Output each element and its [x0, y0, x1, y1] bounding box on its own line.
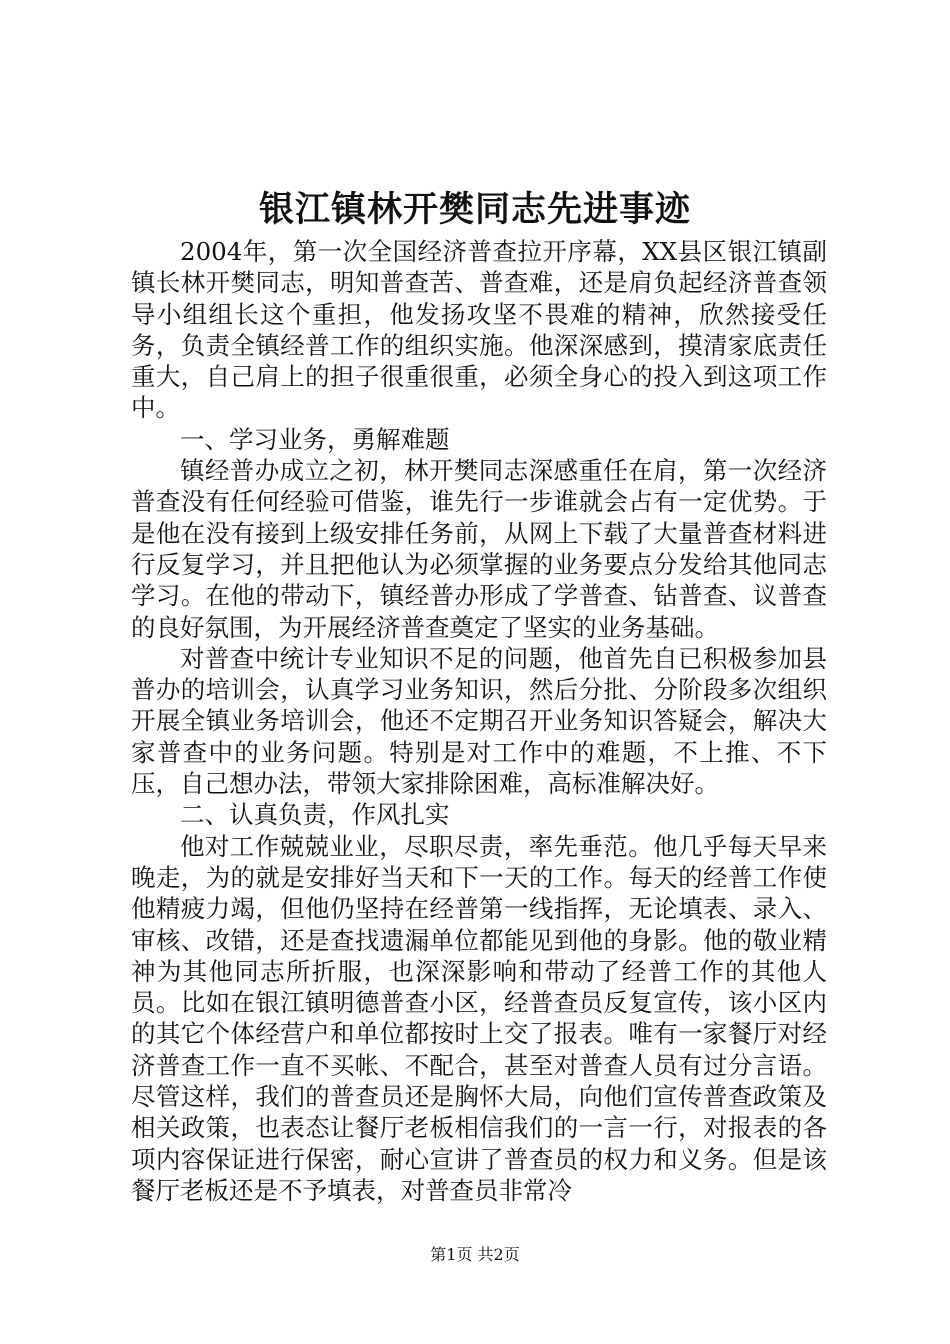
section-heading-1: 一、学习业务，勇解难题	[180, 424, 450, 454]
section-heading-2: 二、认真负责，作风扎实	[180, 800, 450, 830]
body-paragraph: 他对工作兢兢业业，尽职尽责，率先垂范。他几乎每天早来晚走，为的就是安排好当天和下一天的工作。每天的经普工作使他精疲力竭，但他仍坚持在经普第一线指挥，无论填表、录入、审核、改错，还是查找遗漏单位都能见到他的身影。他的敬业精神为其他同志所折服，也深深影响和带动了经普工作的其他人员。比如在银江镇明德普查小区，经普查员反复宣传，该小区内的其它个体经营户和单位都按时上交了报表。唯有一家餐厅对经济普查工作一直不买帐、不配合，甚至对普查人员有过分言语。尽管这样，我们的普查员还是胸怀大局，向他们宣传普查政策及相关政策，也表态让餐厅老板相信我们的一言一行，对报表的各项内容保证进行保密，耐心宣讲了普查员的权力和义务。但是该餐厅老板还是不予填表，对普查员非常冷	[131, 831, 827, 1205]
body-paragraph: 对普查中统计专业知识不足的问题，他首先自已积极参加县普办的培训会，认真学习业务知识，然后分批、分阶段多次组织开展全镇业务培训会，他还不定期召开业务知识答疑会，解决大家普查中的业务问题。特别是对工作中的难题，不上推、不下压，自己想办法，带领大家排除困难，高标准解决好。	[131, 643, 827, 799]
document-body	[131, 236, 827, 1206]
intro-paragraph: 2004年，第一次全国经济普查拉开序幕，XX县区银江镇副镇长林开樊同志，明知普查苦、普查难，还是肩负起经济普查领导小组组长这个重担，他发扬攻坚不畏难的精神，欣然接受任务，负责全镇经普工作的组织实施。他深深感到，摸清家底责任重大，自己肩上的担子很重很重，必须全身心的投入到这项工作中。	[131, 237, 827, 423]
page-footer: 第1页 共2页	[430, 1245, 520, 1264]
body-paragraph: 镇经普办成立之初，林开樊同志深感重任在肩，第一次经济普查没有任何经验可借鉴，谁先行一步谁就会占有一定优势。于是他在没有接到上级安排任务前，从网上下载了大量普查材料进行反复学习，并且把他认为必须掌握的业务要点分发给其他同志学习。在他的带动下，镇经普办形成了学普查、钻普查、议普查的良好氛围，为开展经济普查奠定了坚实的业务基础。	[131, 456, 827, 642]
document-title: 银江镇林开樊同志先进事迹	[258, 189, 691, 230]
